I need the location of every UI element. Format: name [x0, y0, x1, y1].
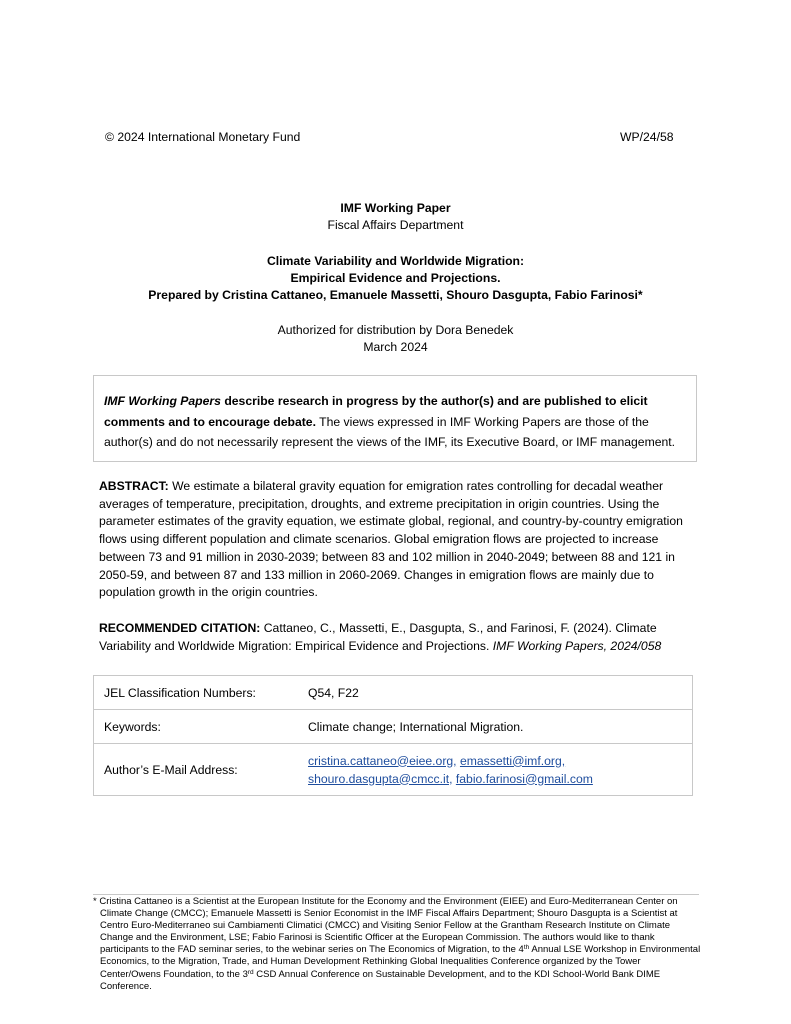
- email-link-cattaneo[interactable]: cristina.cattaneo@eiee.org,: [308, 753, 457, 768]
- disclaimer-box: [93, 375, 697, 462]
- email-link-massetti[interactable]: emassetti@imf.org,: [459, 753, 566, 768]
- abstract-label: ABSTRACT:: [99, 479, 169, 493]
- citation-label: RECOMMENDED CITATION:: [99, 621, 261, 635]
- email-value: [298, 744, 693, 796]
- footnote-sup2: rd: [247, 968, 254, 976]
- publication-date: March 2024: [363, 340, 428, 354]
- email-label: Author’s E-Mail Address:: [94, 744, 299, 796]
- copyright-notice: © 2024 International Monetary Fund: [105, 130, 301, 144]
- citation-text: Cattaneo, C., Massetti, E., Dasgupta, S., and Farinosi, F. (2024). Climate Variability and Worldwide Migration: Empirical Evidence and Projections.: [99, 621, 657, 653]
- authorized-by: Authorized for distribution by Dora Benedek: [277, 323, 514, 337]
- footnote-part1: * Cristina Cattaneo is a Scientist at the European Institute for the Economy and the Environment (EIEE) and Euro-Mediterranean Center on Climate Change (CMCC); Emanuele Massetti is Senior Economist in the IMF Fiscal Affairs Department; Shouro Dasgupta is a Scientist at Centro Euro-Mediterraneo sui Cambiamenti Climatici (CMCC) and Visiting Senior Fellow at the Grantham Research Institute on Climate Change and the Environment, LSE; Fabio Farinosi is Scientific Officer at the European Commission. The authors would like to thank participants to the FAD seminar series, to the webinar series on The Economics of Migration, to the 4: [93, 896, 678, 956]
- jel-value: Q54, F22: [298, 676, 693, 710]
- abstract-paragraph: [99, 478, 697, 602]
- footnote-part2: Annual LSE Workshop in Environmental Economics, to the Migration, Trade, and Human Development Rethinking Global Inequalities Conference organized by the Tower Center/Owens Foundation, to the 3: [100, 944, 701, 980]
- department: Fiscal Affairs Department: [327, 218, 464, 232]
- abstract-text: We estimate a bilateral gravity equation for emigration rates controlling for decadal weather averages of temperature, precipitation, droughts, and extreme precipitation in origin countries. Using the parameter estimates of the gravity equation, we estimate global, regional, and country-by-country emigration flows using different population and climate scenarios. Global emigration flows are projected to increase between 73 and 91 million in 2030-2039; between 83 and 102 million in 2040-2049; between 88 and 121 in 2050-59, and between 87 and 133 million in 2060-2069. Changes in emigration flows are mainly due to population growth in the origin countries.: [99, 479, 683, 600]
- authors-line: Prepared by Cristina Cattaneo, Emanuele Massetti, Shouro Dasgupta, Fabio Farinosi*: [148, 288, 643, 302]
- footnote-sup1: th: [523, 944, 530, 952]
- author-footnote: [93, 896, 703, 993]
- info-table: [93, 675, 693, 796]
- email-link-dasgupta[interactable]: shouro.dasgupta@cmcc.it,: [308, 771, 453, 786]
- footnote-divider: [93, 894, 699, 895]
- disclaimer-body: The views expressed in IMF Working Papers are those of the author(s) and do not necessarily represent the views of the IMF, its Executive Board, or IMF management.: [104, 414, 676, 449]
- paper-title-line1: Climate Variability and Worldwide Migration:: [266, 254, 525, 268]
- disclaimer-italic-lead: IMF Working Papers: [104, 394, 221, 408]
- table-row: [94, 744, 693, 796]
- table-row: [94, 676, 693, 710]
- working-paper-number: WP/24/58: [620, 130, 674, 144]
- jel-label: JEL Classification Numbers:: [94, 676, 299, 710]
- disclaimer-bold-text: describe research in progress by the author(s) and are published to elicit comments and to encourage debate.: [104, 394, 648, 429]
- footnote-part3: CSD Annual Conference on Sustainable Development, and to the KDI School-World Bank DIME Conference.: [100, 968, 661, 992]
- keywords-value: Climate change; International Migration.: [298, 710, 693, 744]
- keywords-label: Keywords:: [94, 710, 299, 744]
- citation-paragraph: [99, 620, 697, 655]
- series-title: IMF Working Paper: [340, 201, 451, 215]
- citation-source: IMF Working Papers, 2024/058: [492, 638, 662, 653]
- table-row: [94, 710, 693, 744]
- paper-title-line2: Empirical Evidence and Projections.: [290, 271, 501, 285]
- email-link-farinosi[interactable]: fabio.farinosi@gmail.com: [455, 771, 593, 786]
